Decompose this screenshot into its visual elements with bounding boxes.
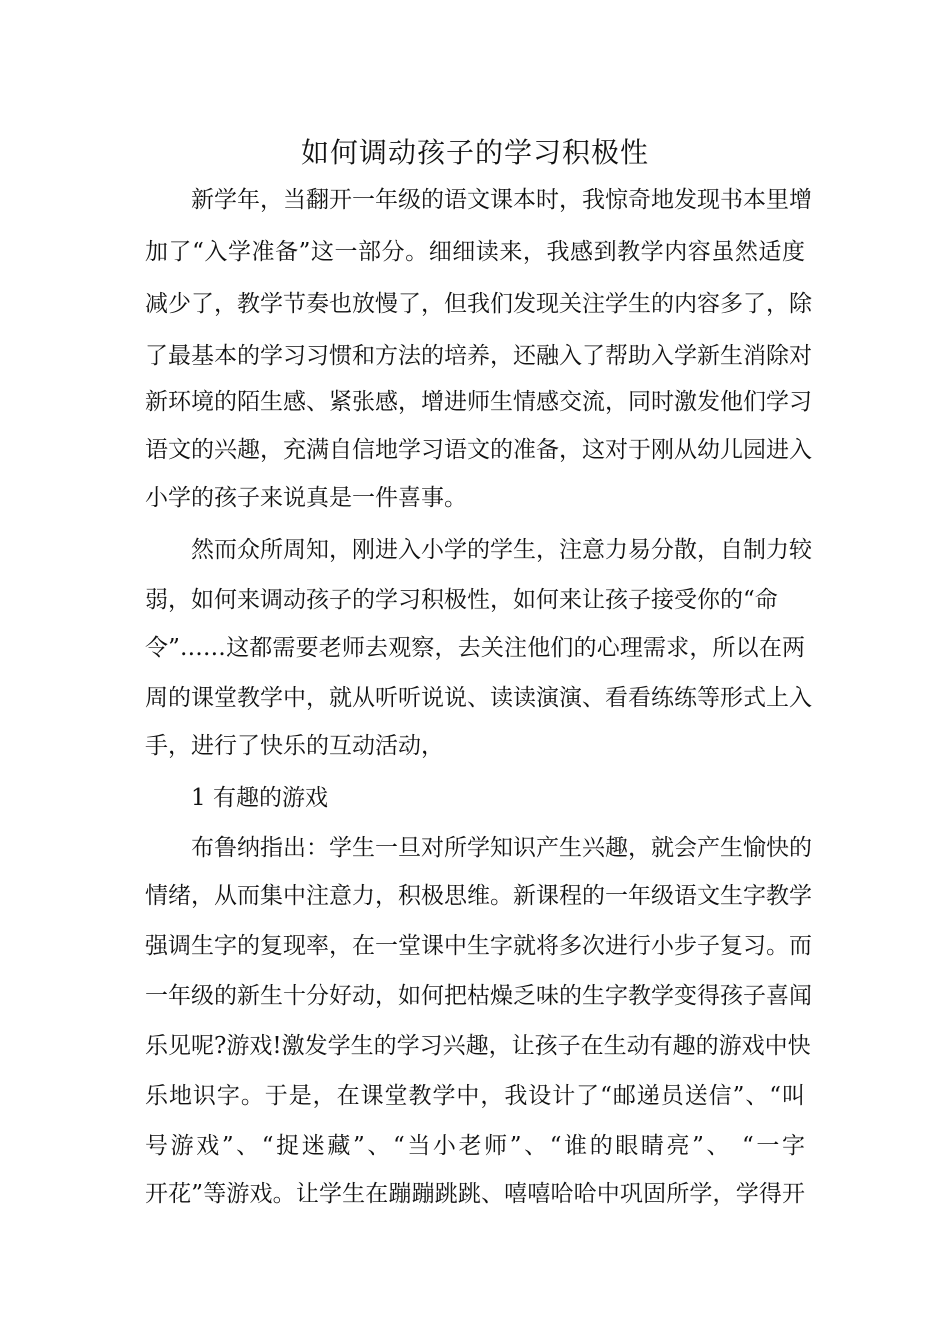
text-line: 手，进行了快乐的互动活动， — [145, 733, 444, 759]
text-line: 减少了，教学节奏也放慢了，但我们发现关注学生的内容多了，除 — [145, 291, 812, 317]
text-line: 周的课堂教学中，就从听听说说、读读演演、看看练练等形式上入 — [145, 685, 812, 711]
text-line: 语文的兴趣，充满自信地学习语文的准备，这对于刚从幼儿园进入 — [145, 437, 812, 463]
document-title: 如何调动孩子的学习积极性 — [300, 136, 649, 169]
text-line: 了最基本的学习习惯和方法的培养，还融入了帮助入学新生消除对 — [145, 343, 812, 369]
text-line: 然而众所周知，刚进入小学的学生，注意力易分散，自制力较 — [191, 537, 812, 563]
text-line: 令”……这都需要老师去观察，去关注他们的心理需求，所以在两 — [145, 635, 805, 661]
text-line: 小学的孩子来说真是一件喜事。 — [145, 485, 467, 511]
text-line: 弱，如何来调动孩子的学习积极性，如何来让孩子接受你的“命 — [145, 587, 778, 613]
text-line: 一年级的新生十分好动，如何把枯燥乏味的生字教学变得孩子喜闻 — [145, 983, 812, 1009]
text-line: 情绪，从而集中注意力，积极思维。新课程的一年级语文生字教学 — [145, 883, 812, 909]
text-line: 新学年，当翻开一年级的语文课本时，我惊奇地发现书本里增 — [191, 187, 812, 213]
text-line: 加了“入学准备”这一部分。细细读来，我感到教学内容虽然适度 — [145, 239, 805, 265]
text-line: 强调生字的复现率，在一堂课中生字就将多次进行小步子复习。而 — [145, 933, 812, 959]
text-line: 布鲁纳指出：学生一旦对所学知识产生兴趣，就会产生愉快的 — [191, 835, 812, 861]
text-line: 乐地识字。于是，在课堂教学中，我设计了“邮递员送信”、“叫 — [145, 1083, 805, 1109]
text-line: 开花”等游戏。让学生在蹦蹦跳跳、嘻嘻哈哈中巩固所学，学得开 — [145, 1181, 805, 1207]
text-line: 号游戏”、“捉迷藏”、“当小老师”、“谁的眼睛亮”、 “一字 — [145, 1133, 805, 1159]
text-line: 乐见呢?游戏!激发学生的学习兴趣，让孩子在生动有趣的游戏中快 — [145, 1033, 811, 1059]
section-heading: 1 有趣的游戏 — [191, 785, 328, 811]
text-line: 新环境的陌生感、紧张感，增进师生情感交流，同时激发他们学习 — [145, 389, 812, 415]
